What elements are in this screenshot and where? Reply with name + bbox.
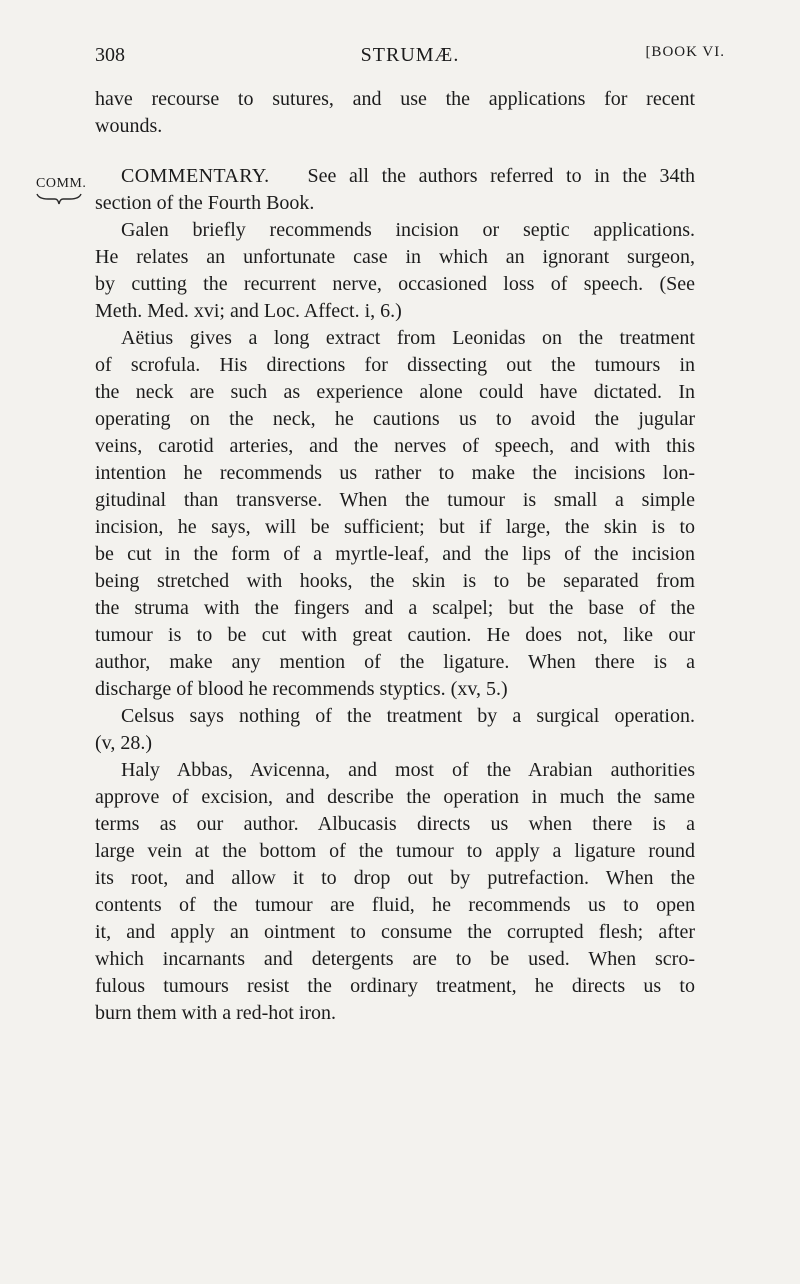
text-line: fulous tumours resist the ordinary treatment, he directs us to (95, 975, 695, 997)
text-line: Haly Abbas, Avicenna, and most of the Arabian authorities (121, 759, 695, 781)
text-line: Meth. Med. xvi; and Loc. Affect. i, 6.) (95, 300, 402, 322)
text-line: terms as our author. Albucasis directs us when there is a (95, 813, 695, 835)
text-line: author, make any mention of the ligature. When there is a (95, 651, 695, 673)
text-line: tumour is to be cut with great caution. He does not, like our (95, 624, 695, 646)
margin-note: COMM. (36, 176, 87, 191)
commentary-heading: COMMENTARY. (121, 165, 270, 187)
text-line: the neck are such as experience alone could have dictated. In (95, 381, 695, 403)
text-line: (v, 28.) (95, 732, 153, 754)
text-line: veins, carotid arteries, and the nerves of speech, and with this (95, 435, 695, 457)
body-text (95, 86, 695, 1027)
text-line: wounds. (95, 115, 163, 137)
text-line: which incarnants and detergents are to be used. When scro- (95, 948, 695, 970)
text-line: being stretched with hooks, the skin is to be separated from (95, 570, 695, 592)
page-header (95, 44, 725, 74)
text-line: large vein at the bottom of the tumour to apply a ligature round (95, 840, 695, 862)
margin-brace-icon (36, 192, 82, 206)
paragraph-1 (95, 86, 695, 140)
text-line: have recourse to sutures, and use the applications for recent (95, 88, 695, 110)
text-line: its root, and allow it to drop out by putrefaction. When the (95, 867, 695, 889)
text-line: contents of the tumour are fluid, he recommends us to open (95, 894, 695, 916)
text-line: by cutting the recurrent nerve, occasioned loss of speech. (See (95, 273, 695, 295)
text-line: Aëtius gives a long extract from Leonidas on the treatment (121, 327, 695, 349)
paragraph-celsus (95, 703, 695, 757)
text-line: section of the Fourth Book. (95, 192, 315, 214)
text-line: incision, he says, will be sufficient; but if large, the skin is to (95, 516, 695, 538)
text-line: be cut in the form of a myrtle-leaf, and the lips of the incision (95, 543, 695, 565)
paragraph-aetius (95, 325, 695, 703)
text-line: it, and apply an ointment to consume the corrupted flesh; after (95, 921, 695, 943)
text-line: intention he recommends us rather to make the incisions lon- (95, 462, 695, 484)
text-line: Celsus says nothing of the treatment by a surgical operation. (121, 705, 695, 727)
text-line: operating on the neck, he cautions us to avoid the jugular (95, 408, 695, 430)
book-label: [BOOK VI. (645, 44, 725, 60)
page-number: 308 (95, 44, 125, 66)
running-title: STRUMÆ. (360, 44, 460, 66)
text-line: of scrofula. His directions for dissecting out the tumours in (95, 354, 695, 376)
text-line: gitudinal than transverse. When the tumour is small a simple (95, 489, 695, 511)
paragraph-commentary (95, 163, 695, 217)
text-line: discharge of blood he recommends styptics. (xv, 5.) (95, 678, 508, 700)
text-line: the struma with the fingers and a scalpel; but the base of the (95, 597, 695, 619)
text-line: Galen briefly recommends incision or septic applications. (121, 219, 695, 241)
text-line: See all the authors referred to in the 34th (307, 165, 695, 187)
text-line: He relates an unfortunate case in which an ignorant surgeon, (95, 246, 695, 268)
paragraph-galen (95, 217, 695, 325)
text-line: burn them with a red-hot iron. (95, 1002, 337, 1024)
text-line: approve of excision, and describe the operation in much the same (95, 786, 695, 808)
paragraph-haly-abbas (95, 757, 695, 1027)
